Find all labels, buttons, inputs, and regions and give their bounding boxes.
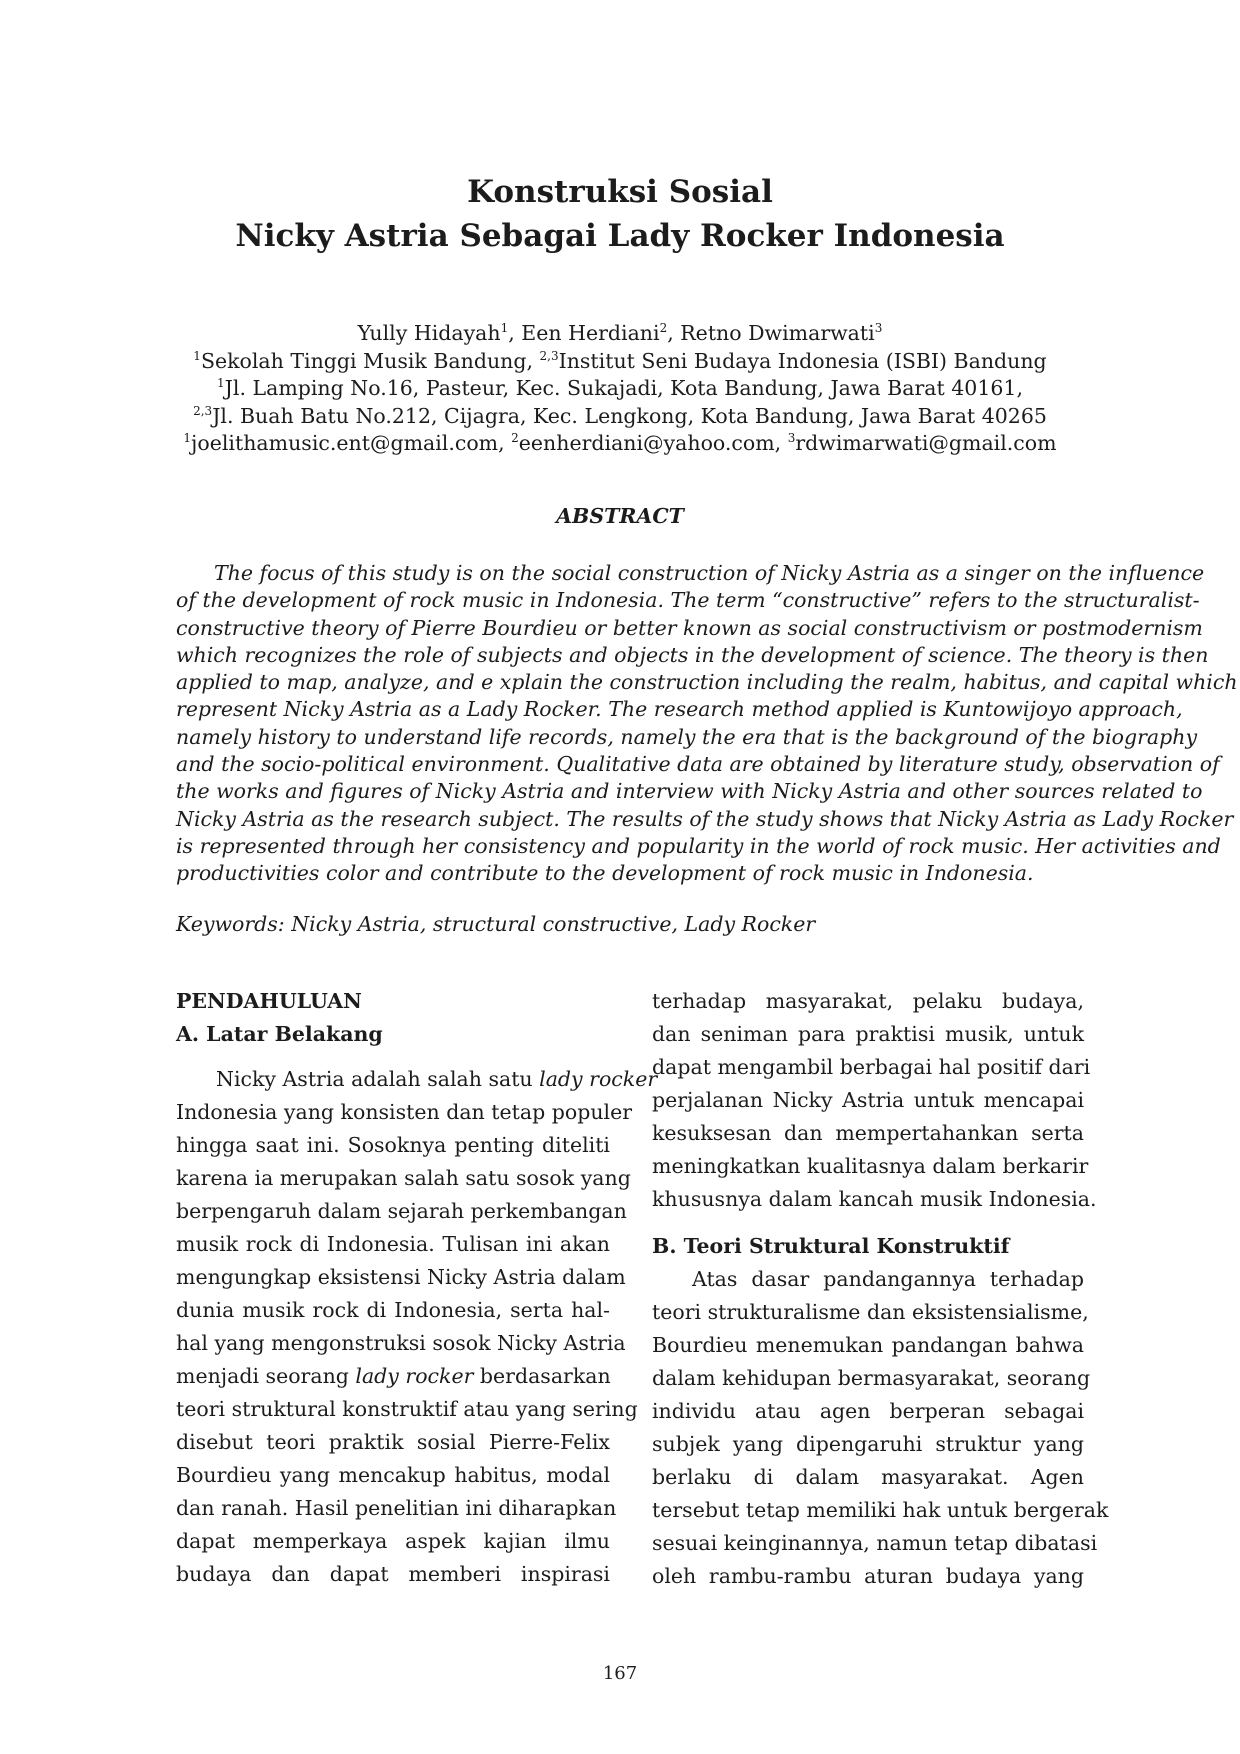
- spacer: [652, 1216, 1084, 1230]
- body-line: teori strukturalisme dan eksistensialisme,: [652, 1300, 1089, 1324]
- title-line-2: Nicky Astria Sebagai Lady Rocker Indonesia: [235, 218, 1005, 254]
- title-line-1: Konstruksi Sosial: [467, 174, 773, 210]
- left-column: [176, 985, 658, 1591]
- body-line: terhadap masyarakat, pelaku budaya,: [652, 989, 1084, 1013]
- body-line: teori struktural konstruktif atau yang sering: [176, 1397, 638, 1421]
- body-line: dan ranah. Hasil penelitian ini diharapkan: [176, 1496, 617, 1520]
- abstract-line: Nicky Astria as the research subject. The results of the study shows that Nicky Astria as Lady Rocker: [176, 806, 1234, 831]
- author-names: Yully Hidayah$^1$, Een Herdiani$^2$, Retno Dwimarwati$^3$: [357, 321, 883, 345]
- body-line: dunia musik rock di Indonesia, serta hal-: [176, 1298, 610, 1322]
- spacer: [176, 1051, 610, 1063]
- abstract-line: namely history to understand life records, namely the era that is the background of the biography: [176, 724, 1198, 749]
- body-line: individu atau agen berperan sebagai: [652, 1399, 1084, 1423]
- body-line: budaya dan dapat memberi inspirasi: [176, 1562, 610, 1586]
- body-line: dapat memperkaya aspek kajian ilmu: [176, 1529, 610, 1553]
- right-column: [652, 985, 1109, 1593]
- body-line: mengungkap eksistensi Nicky Astria dalam: [176, 1265, 626, 1289]
- subsection-heading-b: B. Teori Struktural Konstruktif: [652, 1234, 1010, 1258]
- body-line: Atas dasar pandangannya terhadap: [692, 1267, 1084, 1291]
- email-link-1[interactable]: joelithamusic.ent@gmail.com,: [191, 431, 512, 455]
- author-emails: $^1$joelithamusic.ent@gmail.com, $^2$eenherdiani@yahoo.com, $^3$rdwimarwati@gmail.com: [183, 431, 1057, 455]
- body-line: Nicky Astria adalah salah satu lady rocker: [216, 1067, 658, 1091]
- body-line: oleh rambu-rambu aturan budaya yang: [652, 1564, 1084, 1588]
- body-line: menjadi seorang lady rocker berdasarkan: [176, 1364, 611, 1388]
- abstract-line: constructive theory of Pierre Bourdieu or better known as social constructivism or postmodernism: [176, 615, 1203, 640]
- body-line: Bourdieu menemukan pandangan bahwa: [652, 1333, 1084, 1357]
- body-line: berlaku di dalam masyarakat. Agen: [652, 1465, 1084, 1489]
- author-affiliation: $^1$Sekolah Tinggi Musik Bandung, $^{2,3}$Institut Seni Budaya Indonesia (ISBI) Bandung: [193, 348, 1047, 373]
- abstract-line: which recognizes the role of subjects and objects in the development of science. The theory is then: [176, 642, 1209, 667]
- abstract-line: productivities color and contribute to the development of rock music in Indonesia.: [176, 861, 1034, 886]
- author-block: [0, 320, 1240, 458]
- body-line: Bourdieu yang mencakup habitus, modal: [176, 1463, 610, 1487]
- author-address-2: $^{2,3}$Jl. Buah Batu No.212, Cijagra, Kec. Lengkong, Kota Bandung, Jawa Barat 40265: [193, 403, 1047, 428]
- paper-title: [0, 170, 1240, 258]
- body-line: hingga saat ini. Sosoknya penting diteliti: [176, 1133, 610, 1157]
- page-number: 167: [602, 1663, 638, 1684]
- abstract-line: applied to map, analyze, and e xplain the construction including the realm, habitus, and capital which: [176, 670, 1238, 695]
- body-line: dan seniman para praktisi musik, untuk: [652, 1022, 1084, 1046]
- body-line: berpengaruh dalam sejarah perkembangan: [176, 1199, 627, 1223]
- section-heading: PENDAHULUAN: [176, 989, 362, 1013]
- subsection-heading-a: A. Latar Belakang: [176, 1022, 383, 1046]
- abstract-line: The focus of this study is on the social construction of Nicky Astria as a singer on the influence: [214, 561, 1205, 585]
- email-link-2[interactable]: eenherdiani@yahoo.com,: [518, 431, 788, 455]
- abstract-line: represent Nicky Astria as a Lady Rocker. The research method applied is Kuntowijoyo approach,: [176, 697, 1183, 722]
- body-line: Indonesia yang konsisten dan tetap populer: [176, 1100, 633, 1124]
- body-line: dalam kehidupan bermasyarakat, seorang: [652, 1366, 1091, 1390]
- abstract-body: [176, 560, 1238, 888]
- body-line: kesuksesan dan mempertahankan serta: [652, 1121, 1084, 1145]
- body-line: tersebut tetap memiliki hak untuk bergerak: [652, 1498, 1109, 1522]
- body-line: khususnya dalam kancah musik Indonesia.: [652, 1187, 1097, 1211]
- abstract-line: of the development of rock music in Indonesia. The term “constructive” refers to the structuralist-: [176, 588, 1200, 613]
- body-line: karena ia merupakan salah satu sosok yang: [176, 1166, 631, 1190]
- body-line: subjek yang dipengaruhi struktur yang: [652, 1432, 1084, 1456]
- body-line: meningkatkan kualitasnya dalam berkarir: [652, 1154, 1089, 1178]
- keywords: Keywords: Nicky Astria, structural constructive, Lady Rocker: [176, 912, 816, 936]
- body-line: disebut teori praktik sosial Pierre-Felix: [176, 1430, 610, 1454]
- body-line: sesuai keinginannya, namun tetap dibatasi: [652, 1531, 1098, 1555]
- abstract-line: the works and figures of Nicky Astria and interview with Nicky Astria and other sources related to: [176, 779, 1203, 804]
- abstract-line: and the socio-political environment. Qualitative data are obtained by literature study, observation of: [176, 752, 1220, 777]
- email-link-3[interactable]: rdwimarwati@gmail.com: [795, 431, 1057, 455]
- body-line: dapat mengambil berbagai hal positif dari: [652, 1055, 1091, 1079]
- body-line: perjalanan Nicky Astria untuk mencapai: [652, 1088, 1084, 1112]
- abstract-line: is represented through her consistency and popularity in the world of rock music. Her activities and: [176, 833, 1221, 858]
- body-line: hal yang mengonstruksi sosok Nicky Astria: [176, 1331, 626, 1355]
- body-line: musik rock di Indonesia. Tulisan ini akan: [176, 1232, 610, 1256]
- abstract-heading: ABSTRACT: [556, 504, 684, 528]
- author-address-1: $^1$Jl. Lamping No.16, Pasteur, Kec. Sukajadi, Kota Bandung, Jawa Barat 40161,: [217, 376, 1023, 400]
